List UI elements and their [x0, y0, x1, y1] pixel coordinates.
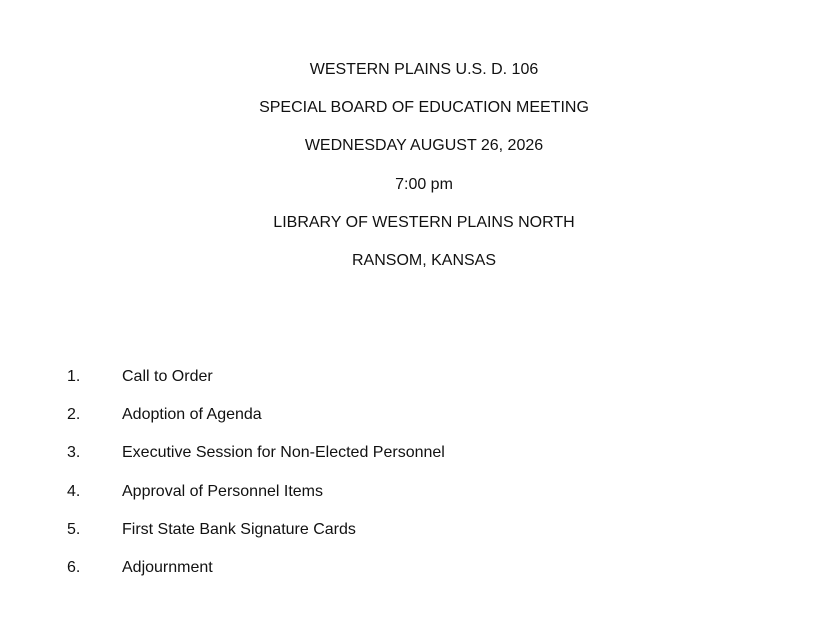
agenda-list	[0, 367, 826, 596]
agenda-item-number: 2.	[67, 406, 81, 424]
meeting-header	[0, 60, 826, 289]
agenda-item	[0, 482, 826, 501]
meeting-location: LIBRARY OF WESTERN PLAINS NORTH	[273, 213, 575, 231]
agenda-item-text: Approval of Personnel Items	[122, 482, 323, 500]
meeting-time: 7:00 pm	[395, 175, 453, 193]
agenda-item-number: 1.	[67, 368, 81, 385]
agenda-item-number: 5.	[67, 520, 81, 538]
agenda-item	[0, 558, 826, 577]
district-name: WESTERN PLAINS U.S. D. 106	[309, 61, 539, 78]
agenda-item-number: 3.	[67, 444, 81, 462]
agenda-item	[0, 405, 826, 424]
agenda-item	[0, 367, 826, 386]
agenda-item-text: Adjournment	[122, 558, 213, 576]
agenda-item-number: 6.	[67, 558, 81, 576]
meeting-city: RANSOM, KANSAS	[351, 251, 497, 269]
agenda-item	[0, 443, 826, 462]
agenda-item	[0, 520, 826, 539]
meeting-title: SPECIAL BOARD OF EDUCATION MEETING	[259, 99, 589, 117]
agenda-item-number: 4.	[67, 482, 81, 500]
agenda-item-text: First State Bank Signature Cards	[122, 520, 356, 538]
agenda-item-text: Call to Order	[122, 368, 213, 385]
meeting-date: WEDNESDAY AUGUST 26, 2026	[304, 137, 544, 155]
agenda-item-text: Executive Session for Non-Elected Personnel	[122, 444, 445, 462]
agenda-item-text: Adoption of Agenda	[122, 406, 262, 424]
